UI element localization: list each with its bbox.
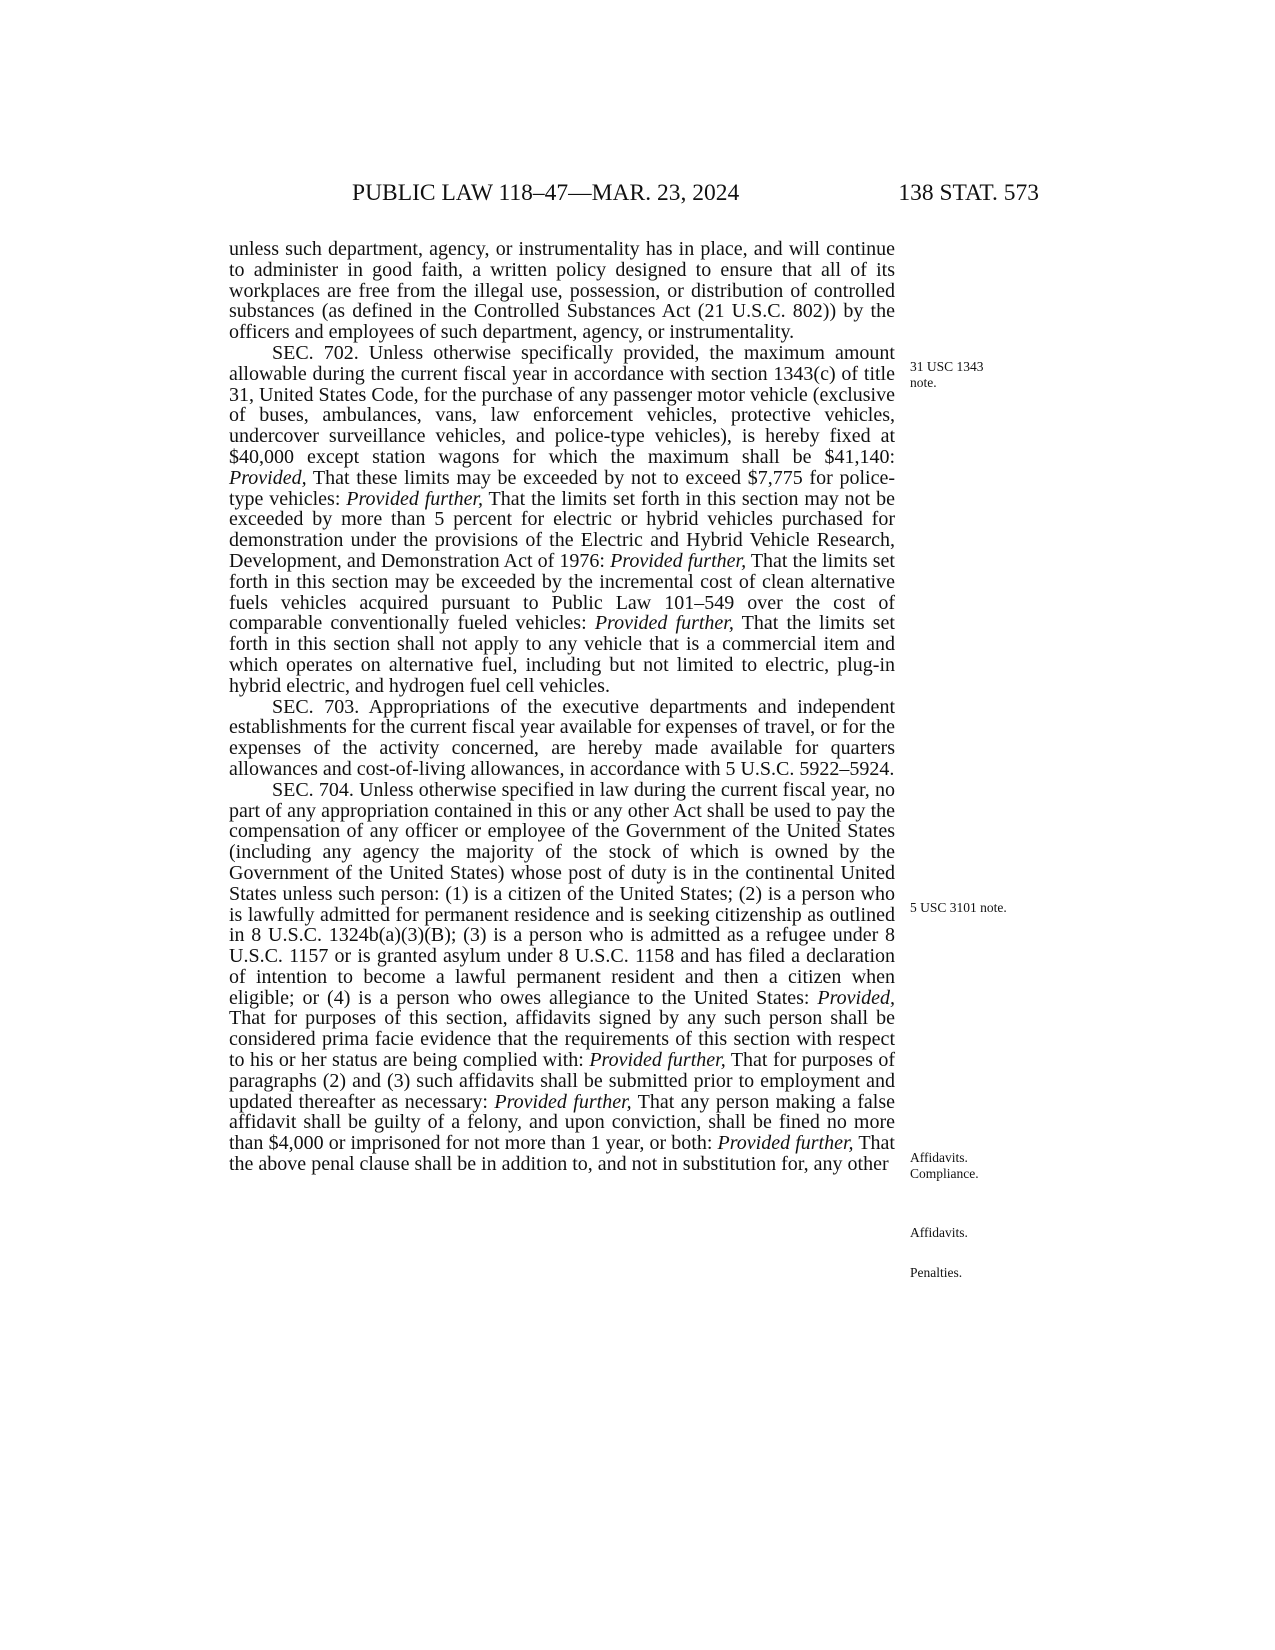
margin-note-5-usc-3101: 5 USC 3101 note.	[910, 900, 1007, 915]
margin-note-penalties: Penalties.	[910, 1265, 963, 1280]
section-text: That any person making a false affidavit shall be guilty of a felony, and upon conviction, shall be fined no more than $4,000 or imprisoned for not more than 1 year, or both:	[229, 1090, 895, 1155]
page-stat-number: 138 STAT. 573	[898, 180, 1039, 206]
section-704	[229, 780, 895, 1175]
section-text: Unless otherwise specifically provided, the maximum amount allowable during the current fiscal year in accordance with section 1343(c) of title 31, United States Code, for the purchase of any passenger motor vehicle (exclusive of buses, ambulances, vans, law enforcement vehicles, protective vehicles, undercover surveillance vehicles, and police-type vehicles), is hereby fixed at $40,000 except station wagons for which the maximum shall be $41,140:	[229, 341, 895, 468]
page-header	[0, 180, 1275, 214]
statute-body	[229, 239, 895, 1175]
proviso: Provided further,	[589, 1049, 726, 1072]
margin-note-affidavits: Affidavits.	[910, 1225, 968, 1240]
section-text: That the above penal clause shall be in addition to, and not in substitution for, any other	[229, 1132, 895, 1176]
section-text: That the limits set forth in this section may be exceeded by the incremental cost of clean alternative fuels vehicles acquired pursuant to Public Law 101–549 over the cost of comparable conventionally fueled vehicles:	[229, 549, 895, 635]
section-text: That for purposes of paragraphs (2) and (3) such affidavits shall be submitted prior to employment and updated thereafter as necessary:	[229, 1049, 895, 1113]
section-label: SEC. 704.	[272, 778, 354, 801]
margin-note-affidavits-compliance	[910, 1150, 979, 1182]
proviso: Provided,	[817, 986, 895, 1009]
margin-note-line: Compliance.	[910, 1166, 979, 1181]
margin-note-line: note.	[910, 375, 937, 390]
section-label: SEC. 703.	[272, 695, 360, 718]
proviso: Provided further,	[346, 487, 484, 510]
section-label: SEC. 702.	[272, 341, 359, 364]
proviso: Provided further,	[717, 1132, 854, 1155]
section-text: That these limits may be exceeded by not to exceed $7,775 for police-type vehicles:	[229, 466, 895, 510]
section-702	[229, 343, 895, 697]
proviso: Provided further,	[494, 1090, 632, 1113]
proviso: Provided further,	[610, 549, 747, 572]
continued-paragraph: unless such department, agency, or instrumentality has in place, and will continue to administer in good faith, a written policy designed to ensure that all of its workplaces are free from the illegal use, possession, or distribution of controlled substances (as defined in the Controlled Substances Act (21 U.S.C. 802)) by the officers and employees of such department, agency, or instrumentality.	[229, 238, 895, 344]
margin-note-31-usc-1343	[910, 359, 984, 391]
proviso: Provided further,	[594, 612, 734, 635]
section-text: That the limits set forth in this section may not be exceeded by more than 5 percent for electric or hybrid vehicles purchased for demonstration under the provisions of the Electric and Hybrid Vehicle Research, Development, and Demonstration Act of 1976:	[229, 487, 895, 572]
section-text: That for purposes of this section, affidavits signed by any such person shall be considered prima facie evidence that the requirements of this section with respect to his or her status are being complied with:	[229, 1007, 895, 1072]
running-head-title: PUBLIC LAW 118–47—MAR. 23, 2024	[352, 180, 740, 206]
section-703	[229, 697, 895, 780]
section-text: Appropriations of the executive departments and independent establishments for the current fiscal year available for expenses of travel, or for the expenses of the activity concerned, are hereby made available for quarters allowances and cost-of-living allowances, in accordance with 5 U.S.C. 5922–5924.	[229, 695, 895, 780]
margin-note-line: 31 USC 1343	[910, 359, 984, 374]
margin-note-line: Affidavits.	[910, 1150, 968, 1165]
proviso: Provided,	[229, 466, 307, 489]
section-text: Unless otherwise specified in law during the current fiscal year, no part of any appropriation contained in this or any other Act shall be used to pay the compensation of any officer or employee of the Government of the United States (including any agency the majority of the stock of which is owned by the Government of the United States) whose post of duty is in the continental United States unless such person: (1) is a citizen of the United States; (2) is a person who is lawfully admitted for permanent residence and is seeking citizenship as outlined in 8 U.S.C. 1324b(a)(3)(B); (3) is a person who is admitted as a refugee under 8 U.S.C. 1157 or is granted asylum under 8 U.S.C. 1158 and has filed a declaration of intention to become a lawful permanent resident and then a citizen when eligible; or (4) is a person who owes allegiance to the United States:	[229, 778, 895, 1009]
section-text: That the limits set forth in this section shall not apply to any vehicle that is a commercial item and which operates on alternative fuel, including but not limited to electric, plug-in hybrid electric, and hydrogen fuel cell vehicles.	[229, 612, 895, 697]
